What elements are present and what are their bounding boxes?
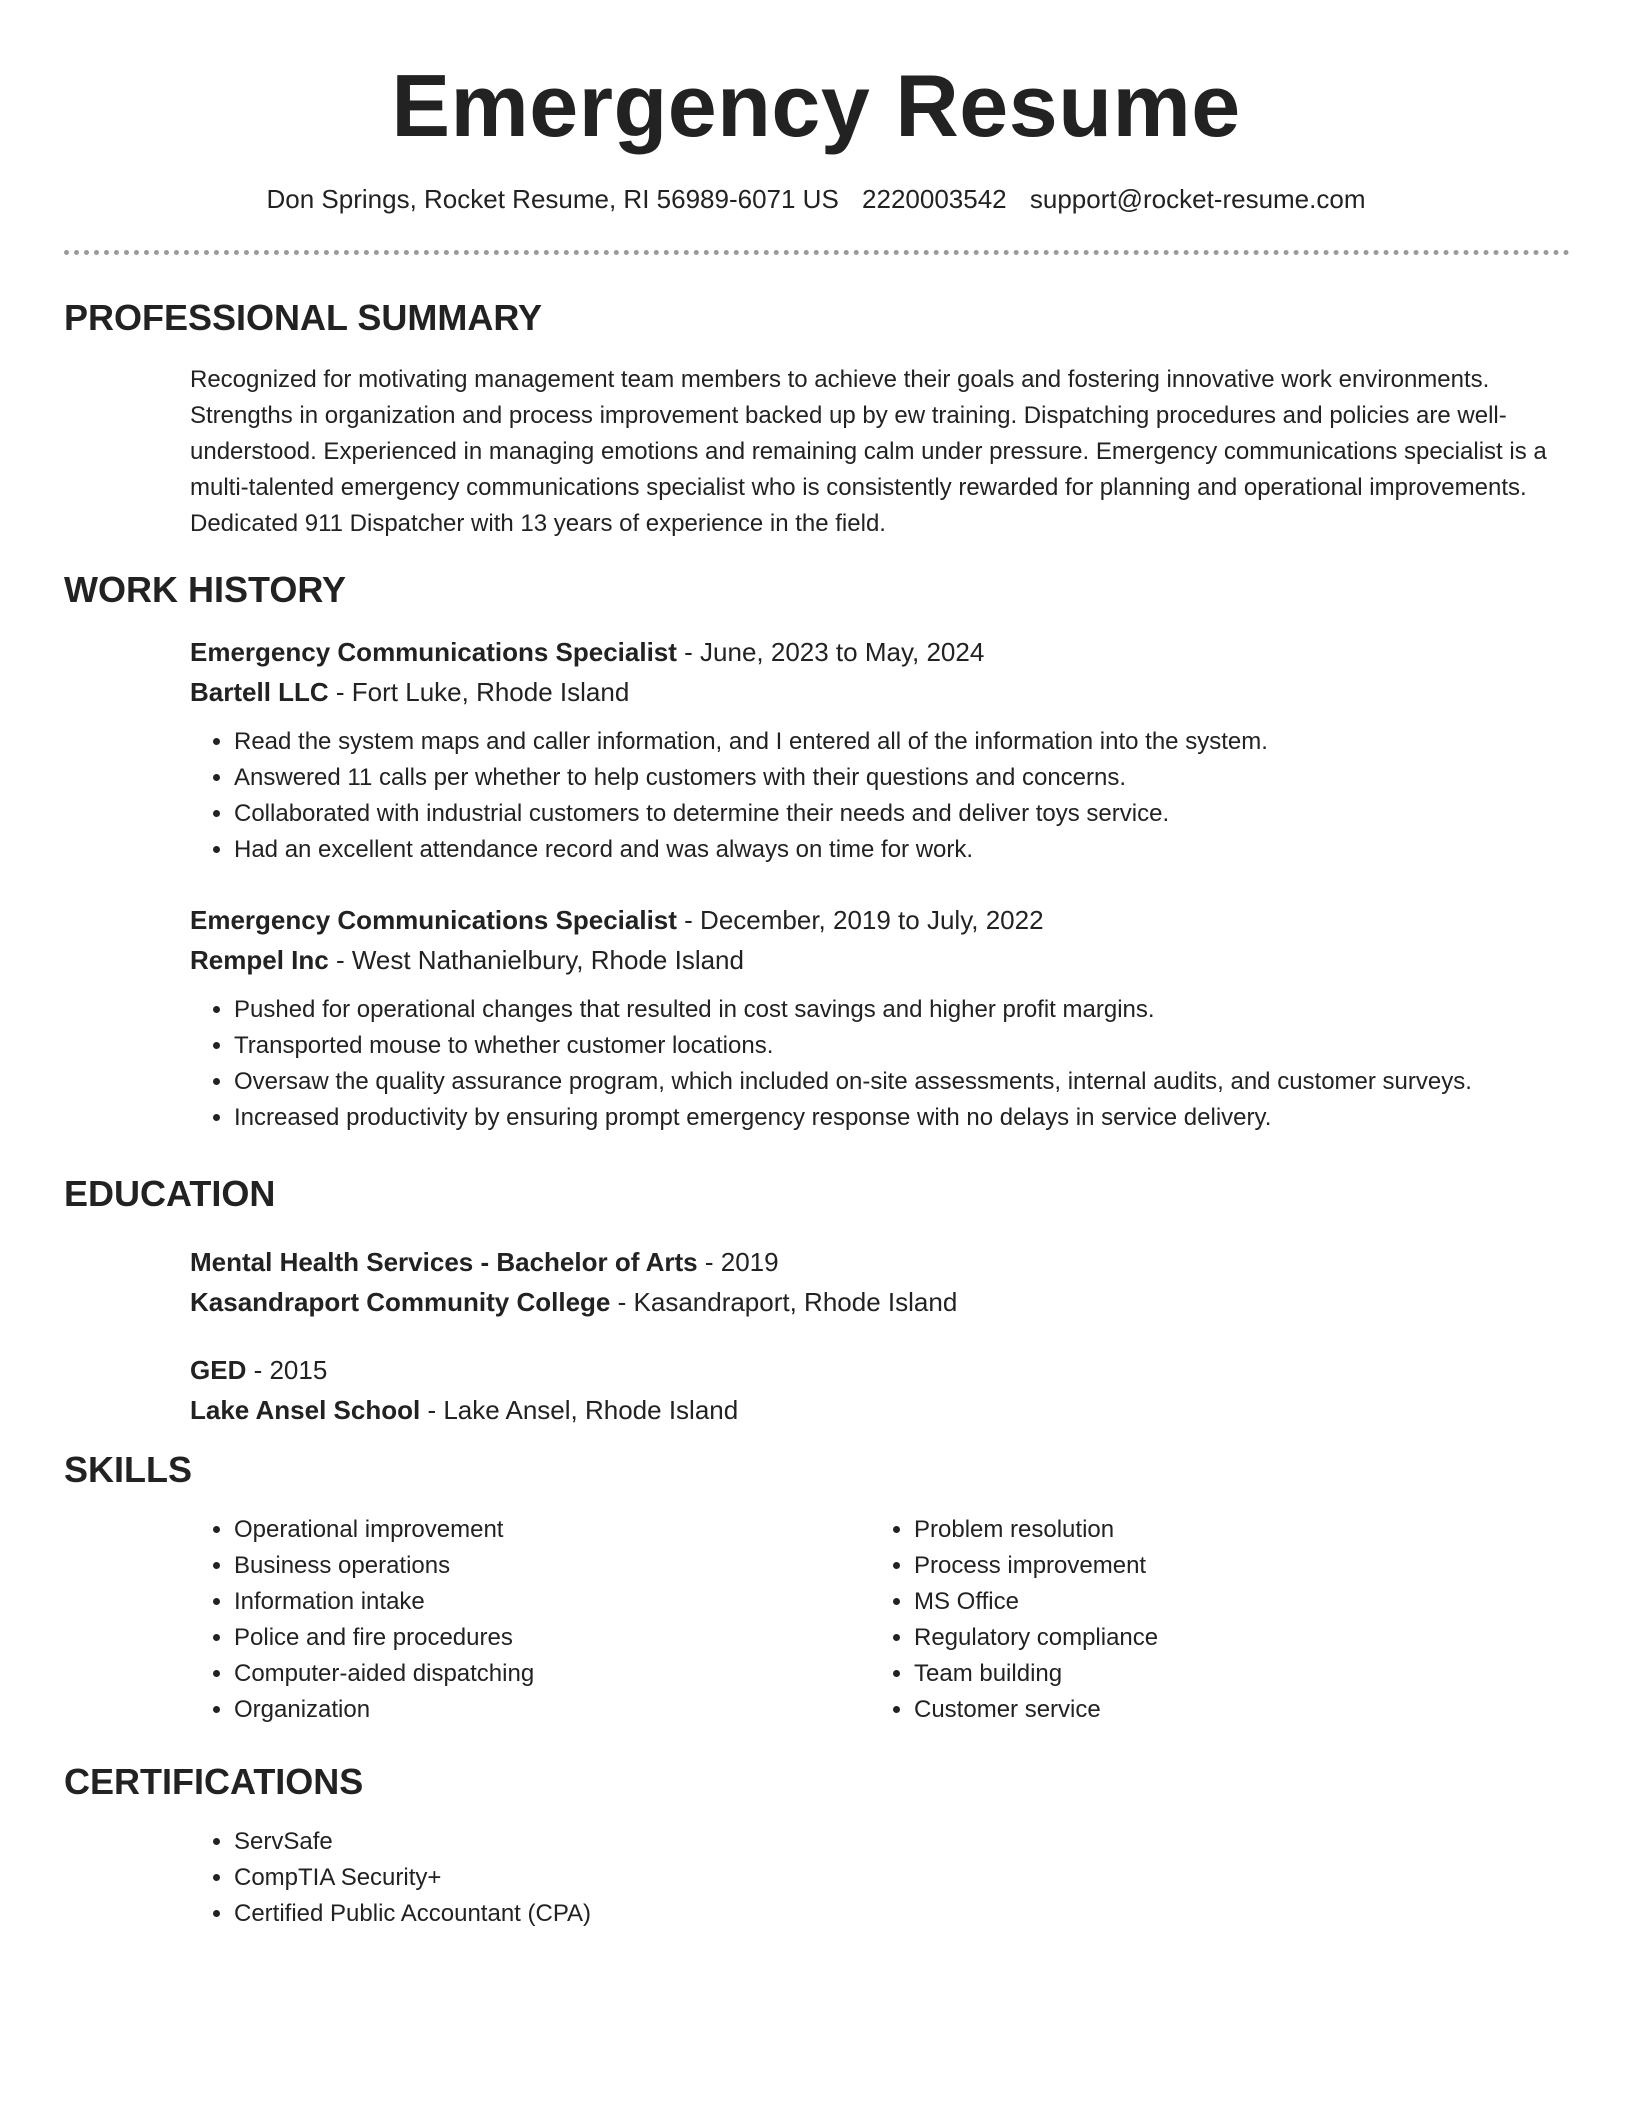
education-school: Kasandraport Community College — [190, 1287, 611, 1317]
skills-grid — [190, 1512, 1560, 1728]
job-location: - Fort Luke, Rhode Island — [328, 677, 630, 707]
certification-item: • Certified Public Accountant (CPA) — [234, 1896, 1560, 1932]
header-divider — [64, 250, 1570, 255]
education-entry — [190, 1350, 1560, 1430]
skills-column-left — [190, 1512, 870, 1728]
skill-item: • Computer-aided dispatching — [234, 1656, 870, 1692]
certifications-block — [190, 1824, 1560, 1932]
skills-list-left — [190, 1512, 870, 1728]
contact-phone: 2220003542 — [862, 184, 1007, 214]
education-degree: GED — [190, 1355, 247, 1385]
skill-item: • Customer service — [914, 1692, 1550, 1728]
skill-item: • Process improvement — [914, 1548, 1550, 1584]
education-degree: Mental Health Services - Bachelor of Arts — [190, 1247, 698, 1277]
education-year: - 2019 — [697, 1247, 779, 1277]
job-duties-list — [190, 992, 1560, 1136]
work-history-heading: WORK HISTORY — [64, 569, 347, 610]
education-school-line — [190, 1390, 1560, 1430]
job-location: - West Nathanielbury, Rhode Island — [328, 945, 744, 975]
job-role: Emergency Communications Specialist — [190, 905, 677, 935]
skill-item: • Organization — [234, 1692, 870, 1728]
job-duty: • Oversaw the quality assurance program, which included on-site assessments, internal audits, and customer surveys. — [234, 1064, 1560, 1100]
job-duty: • Read the system maps and caller information, and I entered all of the information into the system. — [234, 724, 1560, 760]
skill-item: • Police and fire procedures — [234, 1620, 870, 1656]
summary-text: Recognized for motivating management team members to achieve their goals and fostering innovative work environments. Strengths in organization and process improvement backed up by ew training. Dispatching procedures and policies are well-understood. Experienced in managing emotions and remaining calm under pressure. Emergency communications specialist is a multi-talented emergency communications specialist who is consistently rewarded for planning and operational improvements. Dedicated 911 Dispatcher with 13 years of experience in the field. — [190, 366, 1547, 537]
certifications-heading: CERTIFICATIONS — [64, 1761, 364, 1802]
skill-item: • MS Office — [914, 1584, 1550, 1620]
skill-item: • Regulatory compliance — [914, 1620, 1550, 1656]
contact-address: Don Springs, Rocket Resume, RI 56989-6071 US — [266, 184, 839, 214]
skill-item: • Problem resolution — [914, 1512, 1550, 1548]
job-duty: • Transported mouse to whether customer locations. — [234, 1028, 1560, 1064]
skill-item: • Team building — [914, 1656, 1550, 1692]
job-company-line — [190, 940, 1560, 980]
job-entry — [190, 900, 1560, 1136]
job-company-line — [190, 672, 1560, 712]
skill-item: • Business operations — [234, 1548, 870, 1584]
certification-item: • CompTIA Security+ — [234, 1860, 1560, 1896]
contact-line — [0, 182, 1632, 216]
job-duty: • Pushed for operational changes that resulted in cost savings and higher profit margins. — [234, 992, 1560, 1028]
education-degree-line — [190, 1242, 1560, 1282]
summary-heading: PROFESSIONAL SUMMARY — [64, 297, 543, 338]
certification-item: • ServSafe — [234, 1824, 1560, 1860]
skills-column-right — [870, 1512, 1550, 1728]
education-school-line — [190, 1282, 1560, 1322]
job-duty: • Collaborated with industrial customers to determine their needs and deliver toys service. — [234, 796, 1560, 832]
education-degree-line — [190, 1350, 1560, 1390]
job-duty: • Increased productivity by ensuring prompt emergency response with no delays in service delivery. — [234, 1100, 1560, 1136]
certifications-list — [190, 1824, 1560, 1932]
education-location: - Lake Ansel, Rhode Island — [420, 1395, 739, 1425]
education-school: Lake Ansel School — [190, 1395, 421, 1425]
job-role: Emergency Communications Specialist — [190, 637, 677, 667]
skill-item: • Information intake — [234, 1584, 870, 1620]
job-company: Bartell LLC — [190, 677, 329, 707]
skills-heading: SKILLS — [64, 1449, 193, 1490]
job-dates: - June, 2023 to May, 2024 — [676, 637, 985, 667]
skill-item: • Operational improvement — [234, 1512, 870, 1548]
candidate-name: Emergency Resume — [391, 56, 1241, 155]
job-entry — [190, 632, 1560, 868]
skills-list-right — [870, 1512, 1550, 1728]
job-duties-list — [190, 724, 1560, 868]
education-entry — [190, 1242, 1560, 1322]
education-location: - Kasandraport, Rhode Island — [610, 1287, 958, 1317]
job-company: Rempel Inc — [190, 945, 329, 975]
job-duty: • Answered 11 calls per whether to help customers with their questions and concerns. — [234, 760, 1560, 796]
contact-email: support@rocket-resume.com — [1029, 184, 1366, 214]
job-dates: - December, 2019 to July, 2022 — [676, 905, 1044, 935]
job-title-line — [190, 900, 1560, 940]
job-title-line — [190, 632, 1560, 672]
job-duty: • Had an excellent attendance record and was always on time for work. — [234, 832, 1560, 868]
education-heading: EDUCATION — [64, 1173, 276, 1214]
education-year: - 2015 — [246, 1355, 328, 1385]
